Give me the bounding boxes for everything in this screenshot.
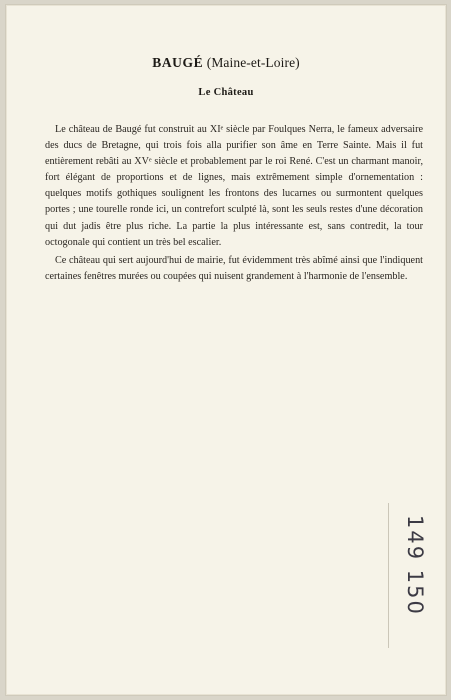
title-region: (Maine-et-Loire) xyxy=(206,55,300,70)
handwritten-note xyxy=(398,515,438,635)
title-place: BAUGÉ xyxy=(152,55,204,70)
document-title xyxy=(6,55,446,71)
faint-reverse-print xyxy=(106,660,396,674)
paragraph-2: Ce château qui sert aujourd'hui de mairie, fut évidemment très abîmé ainsi que l'indiquent certaines fenêtres murées ou coupées qui nuisent grandement à l'harmonie de l'ensemble. xyxy=(45,254,423,282)
paragraph-1: Le château de Baugé fut construit au XIᵉ siècle par Foulques Nerra, le fameux adversaire des ducs de Bretagne, qui trois fois alla purifier son âme en Terre Sainte. Mais il fut entièrement rebâti au XVᵉ siècle et probablement par le roi René. C'est un charmant manoir, fort élégant de proportions et de lignes, mais extrêmement simple d'ornementation : quelques motifs gothiques soulignent les frontons des lucarnes ou surmontent quelques portes ; une tourelle ronde ici, un contrefort sculpté là, sont les seuls restes d'une décoration qui dut jadis être plus riche. La partie la plus intéressante est, sans contredit, la tour octogonale qui contient un très bel escalier. xyxy=(45,124,423,248)
handwritten-note-text: 149 150 xyxy=(403,515,427,616)
postcard-back xyxy=(6,5,446,695)
document-subtitle: Le Château xyxy=(198,87,254,98)
document-body xyxy=(45,122,423,287)
pencil-line xyxy=(388,503,389,648)
